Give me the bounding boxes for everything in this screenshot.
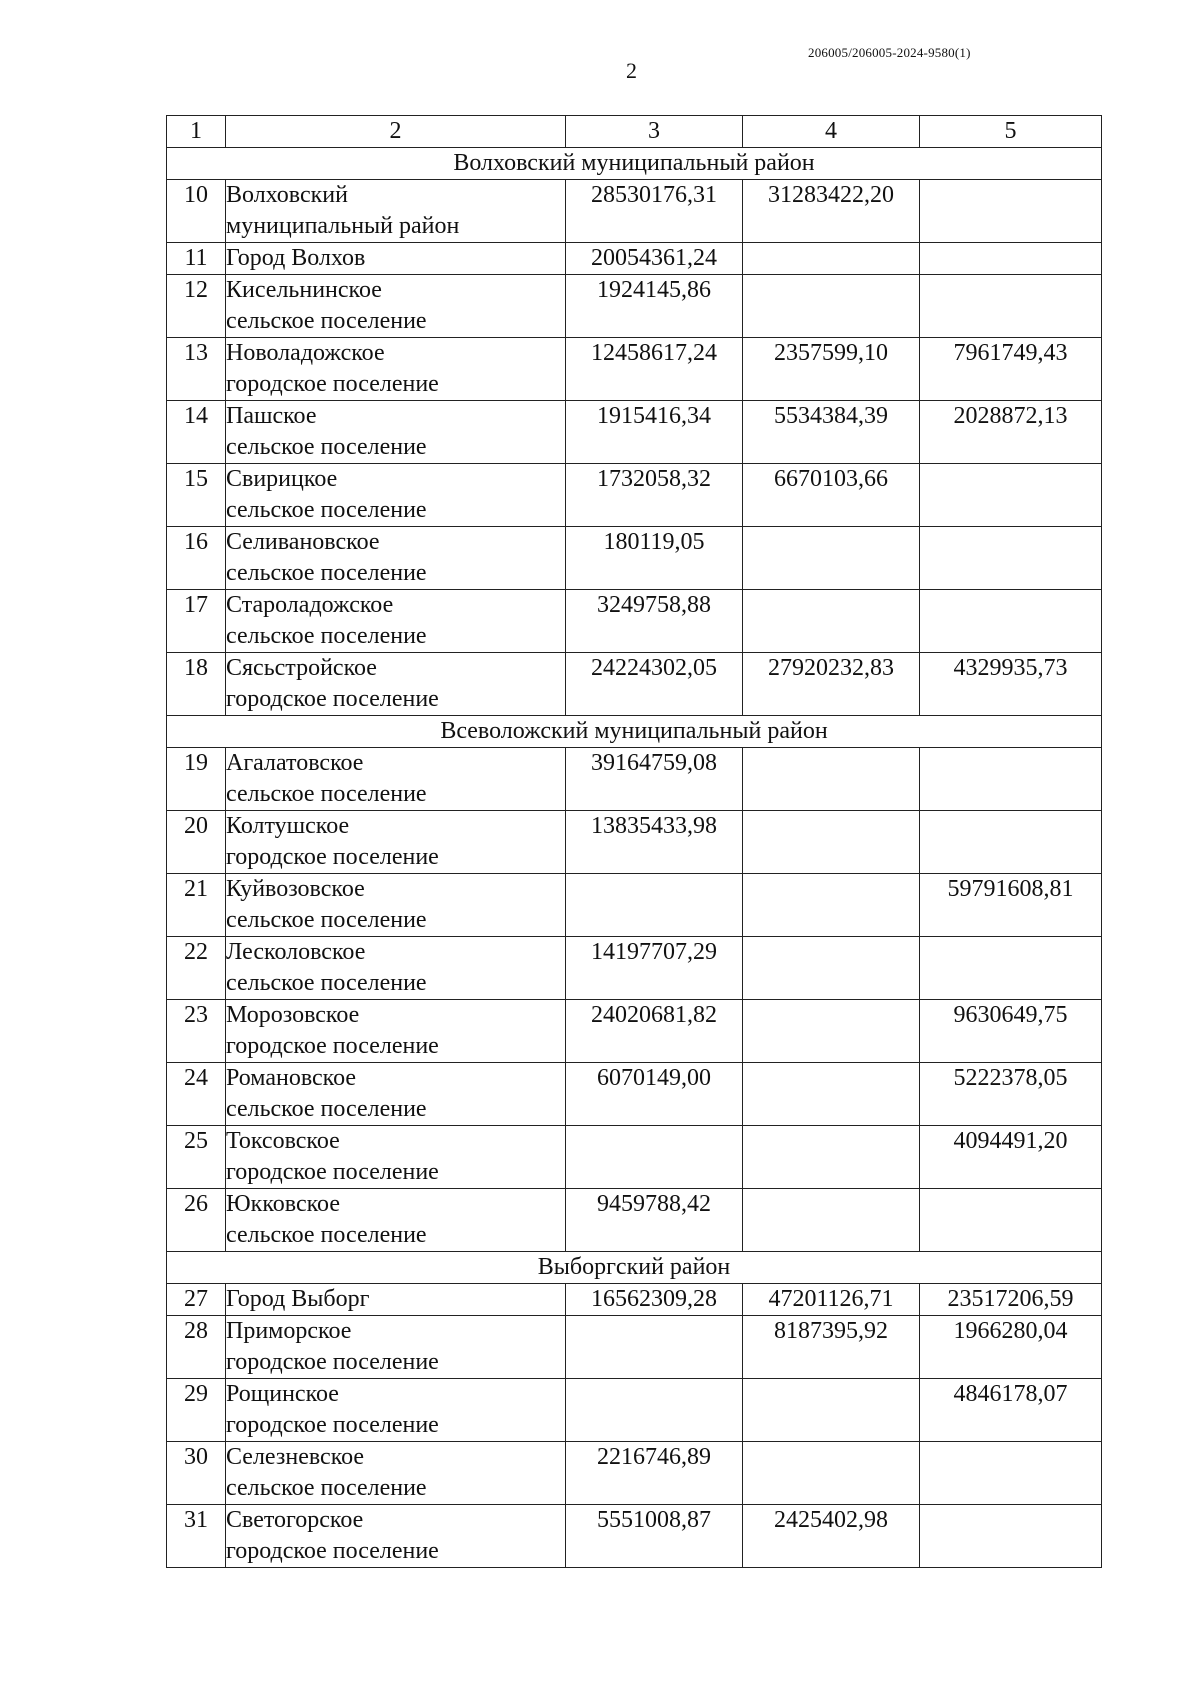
row-number: 31	[167, 1505, 226, 1568]
value-cell-c5	[920, 590, 1102, 653]
row-number: 25	[167, 1126, 226, 1189]
municipality-name	[226, 180, 566, 243]
municipality-name-line: Кисельнинское	[226, 277, 382, 303]
value-cell-c5	[920, 275, 1102, 338]
municipality-name	[226, 748, 566, 811]
municipality-name-line: Город Выборг	[226, 1286, 370, 1312]
table-row	[167, 1379, 1102, 1442]
value-cell-c4	[743, 275, 920, 338]
municipality-name	[226, 1316, 566, 1379]
value-cell-c4	[743, 243, 920, 275]
municipality-name-line: городское поселение	[226, 1159, 439, 1185]
value-cell-c4	[743, 1379, 920, 1442]
row-number: 20	[167, 811, 226, 874]
value-cell-c5	[920, 243, 1102, 275]
municipality-name	[226, 653, 566, 716]
municipality-name-line: Волховский	[226, 182, 348, 208]
table-row	[167, 401, 1102, 464]
value-cell-c3: 2216746,89	[566, 1442, 743, 1505]
value-cell-c3: 1915416,34	[566, 401, 743, 464]
table-row	[167, 464, 1102, 527]
municipality-name	[226, 243, 566, 275]
table-row	[167, 1316, 1102, 1379]
municipality-name-line: Новоладожское	[226, 340, 385, 366]
municipality-name-line: сельское поселение	[226, 1475, 427, 1501]
page-number: 2	[626, 58, 637, 83]
document-id: 206005/206005-2024-9580(1)	[808, 45, 971, 60]
municipality-name-line: Токсовское	[226, 1128, 340, 1154]
row-number: 26	[167, 1189, 226, 1252]
municipality-name	[226, 1505, 566, 1568]
municipality-name-line: Сясьстройское	[226, 655, 377, 681]
value-cell-c5	[920, 1442, 1102, 1505]
value-cell-c4	[743, 1442, 920, 1505]
table-row	[167, 1000, 1102, 1063]
municipality-name-line: городское поселение	[226, 1349, 439, 1375]
municipality-name-line: сельское поселение	[226, 623, 427, 649]
value-cell-c5: 59791608,81	[920, 874, 1102, 937]
value-cell-c3: 24224302,05	[566, 653, 743, 716]
municipality-name-line: сельское поселение	[226, 907, 427, 933]
municipality-name	[226, 1126, 566, 1189]
table-row	[167, 1126, 1102, 1189]
municipality-name	[226, 275, 566, 338]
municipality-name	[226, 401, 566, 464]
value-cell-c3: 12458617,24	[566, 338, 743, 401]
value-cell-c4: 5534384,39	[743, 401, 920, 464]
table-row	[167, 874, 1102, 937]
row-number: 13	[167, 338, 226, 401]
municipality-name	[226, 590, 566, 653]
value-cell-c3: 13835433,98	[566, 811, 743, 874]
value-cell-c5: 4846178,07	[920, 1379, 1102, 1442]
section-header-row	[167, 716, 1102, 748]
value-cell-c3: 20054361,24	[566, 243, 743, 275]
municipality-name-line: сельское поселение	[226, 308, 427, 334]
value-cell-c3: 39164759,08	[566, 748, 743, 811]
value-cell-c3: 16562309,28	[566, 1284, 743, 1316]
municipality-name	[226, 937, 566, 1000]
data-table	[166, 115, 1102, 1568]
municipality-name-line: Рощинское	[226, 1381, 339, 1407]
value-cell-c4: 47201126,71	[743, 1284, 920, 1316]
value-cell-c5: 4329935,73	[920, 653, 1102, 716]
table-body	[167, 116, 1102, 1568]
value-cell-c5: 5222378,05	[920, 1063, 1102, 1126]
value-cell-c5	[920, 527, 1102, 590]
municipality-name-line: Романовское	[226, 1065, 357, 1091]
municipality-name	[226, 1000, 566, 1063]
value-cell-c3: 24020681,82	[566, 1000, 743, 1063]
value-cell-c4: 2425402,98	[743, 1505, 920, 1568]
row-number: 16	[167, 527, 226, 590]
municipality-name-line: городское поселение	[226, 686, 439, 712]
column-header: 3	[566, 116, 743, 148]
row-number: 23	[167, 1000, 226, 1063]
table-row	[167, 180, 1102, 243]
table-row	[167, 590, 1102, 653]
value-cell-c3: 1924145,86	[566, 275, 743, 338]
municipality-name	[226, 874, 566, 937]
municipality-name	[226, 1063, 566, 1126]
row-number: 11	[167, 243, 226, 275]
value-cell-c3: 1732058,32	[566, 464, 743, 527]
value-cell-c4	[743, 1189, 920, 1252]
municipality-name-line: Селезневское	[226, 1444, 365, 1470]
value-cell-c3: 9459788,42	[566, 1189, 743, 1252]
row-number: 29	[167, 1379, 226, 1442]
value-cell-c3	[566, 874, 743, 937]
row-number: 30	[167, 1442, 226, 1505]
section-title: Волховский муниципальный район	[167, 148, 1102, 180]
municipality-name-line: городское поселение	[226, 1538, 439, 1564]
value-cell-c4	[743, 937, 920, 1000]
municipality-name-line: Селивановское	[226, 529, 380, 555]
municipality-name-line: сельское поселение	[226, 434, 427, 460]
value-cell-c3: 5551008,87	[566, 1505, 743, 1568]
municipality-name-line: сельское поселение	[226, 497, 427, 523]
row-number: 14	[167, 401, 226, 464]
municipality-name-line: Лесколовское	[226, 939, 366, 965]
value-cell-c4: 2357599,10	[743, 338, 920, 401]
municipality-name	[226, 527, 566, 590]
municipality-name-line: Колтушское	[226, 813, 350, 839]
value-cell-c4: 6670103,66	[743, 464, 920, 527]
value-cell-c5	[920, 811, 1102, 874]
municipality-name	[226, 1379, 566, 1442]
municipality-name	[226, 811, 566, 874]
municipality-name-line: Староладожское	[226, 592, 394, 618]
value-cell-c5: 23517206,59	[920, 1284, 1102, 1316]
municipality-name-line: Город Волхов	[226, 245, 366, 271]
row-number: 19	[167, 748, 226, 811]
municipality-name-line: сельское поселение	[226, 560, 427, 586]
municipality-name-line: Пашское	[226, 403, 317, 429]
municipality-name-line: Приморское	[226, 1318, 352, 1344]
row-number: 22	[167, 937, 226, 1000]
value-cell-c3: 3249758,88	[566, 590, 743, 653]
value-cell-c4	[743, 1126, 920, 1189]
value-cell-c3	[566, 1126, 743, 1189]
value-cell-c5	[920, 937, 1102, 1000]
table-row	[167, 811, 1102, 874]
value-cell-c3	[566, 1379, 743, 1442]
row-number: 17	[167, 590, 226, 653]
table-row	[167, 275, 1102, 338]
row-number: 15	[167, 464, 226, 527]
municipality-name-line: сельское поселение	[226, 1096, 427, 1122]
value-cell-c5	[920, 1505, 1102, 1568]
municipality-name-line: Куйвозовское	[226, 876, 365, 902]
municipality-name-line: сельское поселение	[226, 1222, 427, 1248]
value-cell-c5	[920, 1189, 1102, 1252]
value-cell-c4	[743, 1063, 920, 1126]
table-row	[167, 653, 1102, 716]
table-row	[167, 1063, 1102, 1126]
value-cell-c5: 9630649,75	[920, 1000, 1102, 1063]
value-cell-c4	[743, 811, 920, 874]
row-number: 28	[167, 1316, 226, 1379]
municipality-name-line: Светогорское	[226, 1507, 364, 1533]
municipality-name-line: Свирицкое	[226, 466, 338, 492]
value-cell-c3	[566, 1316, 743, 1379]
table-row	[167, 527, 1102, 590]
value-cell-c4	[743, 527, 920, 590]
row-number: 12	[167, 275, 226, 338]
municipality-name-line: Морозовское	[226, 1002, 360, 1028]
municipality-name-line: городское поселение	[226, 844, 439, 870]
municipality-name-line: городское поселение	[226, 371, 439, 397]
value-cell-c5: 4094491,20	[920, 1126, 1102, 1189]
table-row	[167, 243, 1102, 275]
value-cell-c5: 7961749,43	[920, 338, 1102, 401]
municipality-name-line: муниципальный район	[226, 213, 460, 239]
value-cell-c4	[743, 590, 920, 653]
column-header: 1	[167, 116, 226, 148]
column-header: 5	[920, 116, 1102, 148]
value-cell-c5	[920, 748, 1102, 811]
section-header-row	[167, 148, 1102, 180]
column-header: 2	[226, 116, 566, 148]
value-cell-c5: 2028872,13	[920, 401, 1102, 464]
row-number: 18	[167, 653, 226, 716]
value-cell-c5: 1966280,04	[920, 1316, 1102, 1379]
municipality-name-line: сельское поселение	[226, 781, 427, 807]
row-number: 21	[167, 874, 226, 937]
value-cell-c4	[743, 1000, 920, 1063]
value-cell-c3: 28530176,31	[566, 180, 743, 243]
municipality-name-line: Юкковское	[226, 1191, 340, 1217]
value-cell-c4	[743, 748, 920, 811]
value-cell-c5	[920, 464, 1102, 527]
municipality-name-line: городское поселение	[226, 1412, 439, 1438]
table-row	[167, 1189, 1102, 1252]
column-header: 4	[743, 116, 920, 148]
section-title: Выборгский район	[167, 1252, 1102, 1284]
value-cell-c4: 31283422,20	[743, 180, 920, 243]
value-cell-c4	[743, 874, 920, 937]
municipality-name	[226, 1189, 566, 1252]
row-number: 10	[167, 180, 226, 243]
table-row	[167, 1442, 1102, 1505]
value-cell-c4: 27920232,83	[743, 653, 920, 716]
municipality-name	[226, 338, 566, 401]
value-cell-c3: 6070149,00	[566, 1063, 743, 1126]
municipality-name	[226, 464, 566, 527]
row-number: 27	[167, 1284, 226, 1316]
municipality-name-line: сельское поселение	[226, 970, 427, 996]
section-title: Всеволожский муниципальный район	[167, 716, 1102, 748]
table-row	[167, 1505, 1102, 1568]
value-cell-c3: 14197707,29	[566, 937, 743, 1000]
value-cell-c3: 180119,05	[566, 527, 743, 590]
table-row	[167, 1284, 1102, 1316]
municipality-name	[226, 1284, 566, 1316]
section-header-row	[167, 1252, 1102, 1284]
row-number: 24	[167, 1063, 226, 1126]
column-header-row	[167, 116, 1102, 148]
value-cell-c5	[920, 180, 1102, 243]
municipality-name	[226, 1442, 566, 1505]
table-row	[167, 748, 1102, 811]
municipality-name-line: городское поселение	[226, 1033, 439, 1059]
table-row	[167, 338, 1102, 401]
table-row	[167, 937, 1102, 1000]
value-cell-c4: 8187395,92	[743, 1316, 920, 1379]
municipality-name-line: Агалатовское	[226, 750, 364, 776]
